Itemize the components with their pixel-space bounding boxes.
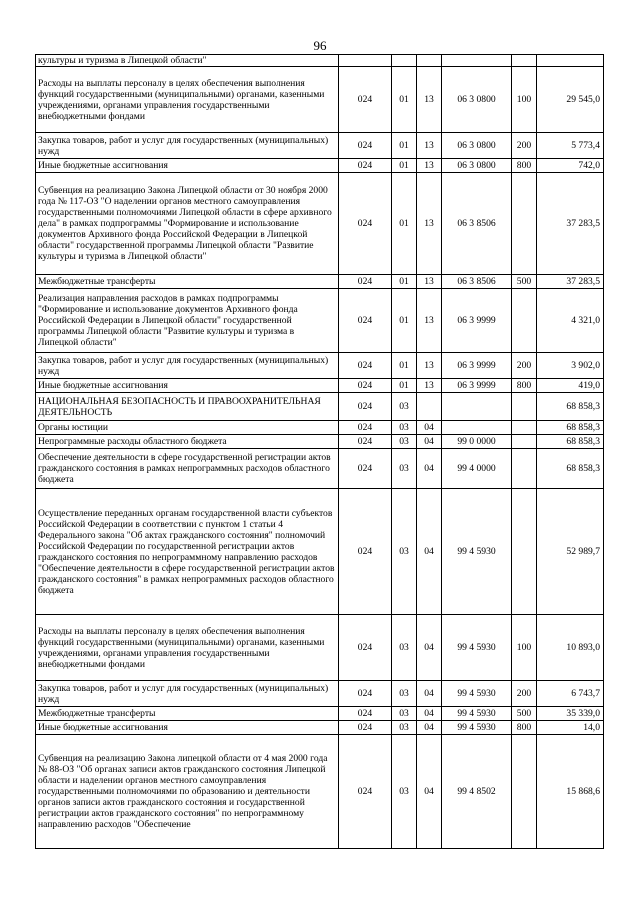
section-code: 03	[392, 681, 417, 707]
amount: 10 893,0	[537, 615, 604, 681]
target-code: 99 4 5930	[442, 721, 512, 735]
section-code: 03	[392, 721, 417, 735]
expense-code: 100	[512, 67, 537, 133]
table-row	[36, 67, 604, 133]
section-code: 01	[392, 133, 417, 159]
target-code: 99 4 5930	[442, 489, 512, 615]
expense-code	[512, 393, 537, 421]
amount: 68 858,3	[537, 435, 604, 449]
row-name: Субвенция на реализацию Закона липецкой области от 4 мая 2000 года № 88-ОЗ "Об органах записи актов гражданского состояния Липецкой области и наделении органов местного самоуправления государственными полномочиями по образованию и деятельности органов записи актов гражданского состояния и государственной регистрации актов гражданского состояния" по непрограммному направлению расходов "Обеспечение	[36, 735, 339, 849]
target-code: 99 4 5930	[442, 681, 512, 707]
expense-code: 200	[512, 133, 537, 159]
section-code: 03	[392, 421, 417, 435]
expense-code	[512, 435, 537, 449]
ministry-code: 024	[339, 133, 392, 159]
expense-code	[512, 735, 537, 849]
table-row	[36, 55, 604, 67]
subsection-code	[417, 55, 442, 67]
subsection-code: 04	[417, 435, 442, 449]
expense-code	[512, 173, 537, 275]
section-code: 03	[392, 393, 417, 421]
section-code: 01	[392, 159, 417, 173]
row-name: Непрограммные расходы областного бюджета	[36, 435, 339, 449]
subsection-code: 04	[417, 721, 442, 735]
table-row	[36, 721, 604, 735]
amount: 6 743,7	[537, 681, 604, 707]
ministry-code: 024	[339, 379, 392, 393]
table-row	[36, 421, 604, 435]
table-row	[36, 379, 604, 393]
budget-table	[35, 54, 604, 849]
ministry-code: 024	[339, 707, 392, 721]
table-row	[36, 707, 604, 721]
table-row	[36, 393, 604, 421]
expense-code	[512, 289, 537, 353]
amount: 68 858,3	[537, 449, 604, 489]
amount: 4 321,0	[537, 289, 604, 353]
table-row	[36, 173, 604, 275]
table-row	[36, 615, 604, 681]
table-row	[36, 449, 604, 489]
section-code: 01	[392, 275, 417, 289]
target-code: 06 3 8506	[442, 173, 512, 275]
row-name: культуры и туризма в Липецкой области"	[36, 55, 339, 67]
subsection-code	[417, 393, 442, 421]
ministry-code: 024	[339, 159, 392, 173]
amount: 68 858,3	[537, 393, 604, 421]
row-name: Закупка товаров, работ и услуг для государственных (муниципальных) нужд	[36, 133, 339, 159]
amount: 37 283,5	[537, 173, 604, 275]
target-code: 99 0 0000	[442, 435, 512, 449]
table-row	[36, 353, 604, 379]
expense-code: 200	[512, 681, 537, 707]
amount: 37 283,5	[537, 275, 604, 289]
row-name: Межбюджетные трансферты	[36, 275, 339, 289]
amount: 35 339,0	[537, 707, 604, 721]
table-row	[36, 275, 604, 289]
table-row	[36, 489, 604, 615]
section-code: 01	[392, 289, 417, 353]
row-name: НАЦИОНАЛЬНАЯ БЕЗОПАСНОСТЬ И ПРАВООХРАНИТЕЛЬНАЯ ДЕЯТЕЛЬНОСТЬ	[36, 393, 339, 421]
subsection-code: 04	[417, 489, 442, 615]
subsection-code: 13	[417, 353, 442, 379]
section-code: 03	[392, 435, 417, 449]
row-name: Закупка товаров, работ и услуг для государственных (муниципальных) нужд	[36, 353, 339, 379]
subsection-code: 13	[417, 275, 442, 289]
table-row	[36, 681, 604, 707]
section-code: 01	[392, 173, 417, 275]
section-code: 01	[392, 353, 417, 379]
subsection-code: 13	[417, 159, 442, 173]
target-code: 06 3 0800	[442, 67, 512, 133]
amount: 29 545,0	[537, 67, 604, 133]
subsection-code: 04	[417, 707, 442, 721]
expense-code: 500	[512, 275, 537, 289]
table-row	[36, 133, 604, 159]
ministry-code: 024	[339, 173, 392, 275]
row-name: Иные бюджетные ассигнования	[36, 721, 339, 735]
target-code: 06 3 0800	[442, 133, 512, 159]
subsection-code: 13	[417, 289, 442, 353]
ministry-code: 024	[339, 393, 392, 421]
amount: 14,0	[537, 721, 604, 735]
section-code: 03	[392, 615, 417, 681]
ministry-code: 024	[339, 681, 392, 707]
ministry-code: 024	[339, 289, 392, 353]
subsection-code: 13	[417, 173, 442, 275]
table-row	[36, 435, 604, 449]
target-code: 99 4 8502	[442, 735, 512, 849]
table-row	[36, 159, 604, 173]
section-code: 01	[392, 379, 417, 393]
ministry-code: 024	[339, 353, 392, 379]
expense-code	[512, 489, 537, 615]
target-code: 06 3 9999	[442, 379, 512, 393]
section-code: 01	[392, 67, 417, 133]
expense-code: 200	[512, 353, 537, 379]
row-name: Расходы на выплаты персоналу в целях обеспечения выполнения функций государственными (муниципальными) органами, казенными учреждениями, органами управления государственными внебюджетными фондами	[36, 615, 339, 681]
row-name: Межбюджетные трансферты	[36, 707, 339, 721]
row-name: Закупка товаров, работ и услуг для государственных (муниципальных) нужд	[36, 681, 339, 707]
row-name: Иные бюджетные ассигнования	[36, 159, 339, 173]
amount	[537, 55, 604, 67]
subsection-code: 04	[417, 615, 442, 681]
expense-code: 500	[512, 707, 537, 721]
subsection-code: 04	[417, 681, 442, 707]
row-name: Реализация направления расходов в рамках подпрограммы "Формирование и использование документов Архивного фонда Российской Федерации в Липецкой области" государственной программы Липецкой области "Развитие культуры и туризма в Липецкой области"	[36, 289, 339, 353]
ministry-code: 024	[339, 435, 392, 449]
row-name: Обеспечение деятельности в сфере государственной регистрации актов гражданского состояния в рамках непрограммных расходов областного бюджета	[36, 449, 339, 489]
amount: 5 773,4	[537, 133, 604, 159]
table-row	[36, 289, 604, 353]
section-code: 03	[392, 449, 417, 489]
amount: 742,0	[537, 159, 604, 173]
expense-code	[512, 55, 537, 67]
ministry-code: 024	[339, 67, 392, 133]
subsection-code: 04	[417, 449, 442, 489]
subsection-code: 13	[417, 379, 442, 393]
amount: 15 868,6	[537, 735, 604, 849]
expense-code: 800	[512, 721, 537, 735]
subsection-code: 13	[417, 133, 442, 159]
ministry-code: 024	[339, 489, 392, 615]
target-code: 06 3 9999	[442, 353, 512, 379]
ministry-code: 024	[339, 275, 392, 289]
expense-code	[512, 421, 537, 435]
ministry-code: 024	[339, 615, 392, 681]
target-code: 06 3 0800	[442, 159, 512, 173]
row-name: Субвенция на реализацию Закона Липецкой области от 30 ноября 2000 года № 117-ОЗ "О наделении органов местного самоуправления государственными полномочиями Липецкой области в сфере архивного дела" в рамках подпрограммы "Формирование и использование документов Архивного фонда Российской Федерации в Липецкой области" государственной программы Липецкой области "Развитие культуры и туризма в Липецкой области"	[36, 173, 339, 275]
subsection-code: 04	[417, 735, 442, 849]
target-code	[442, 393, 512, 421]
row-name: Расходы на выплаты персоналу в целях обеспечения выполнения функций государственными (муниципальными) органами, казенными учреждениями, органами управления государственными внебюджетными фондами	[36, 67, 339, 133]
expense-code: 800	[512, 379, 537, 393]
ministry-code: 024	[339, 721, 392, 735]
target-code: 99 4 5930	[442, 707, 512, 721]
amount: 3 902,0	[537, 353, 604, 379]
amount: 419,0	[537, 379, 604, 393]
ministry-code: 024	[339, 421, 392, 435]
ministry-code	[339, 55, 392, 67]
ministry-code: 024	[339, 449, 392, 489]
target-code: 06 3 9999	[442, 289, 512, 353]
section-code: 03	[392, 489, 417, 615]
amount: 68 858,3	[537, 421, 604, 435]
target-code: 99 4 5930	[442, 615, 512, 681]
amount: 52 989,7	[537, 489, 604, 615]
table-row	[36, 735, 604, 849]
subsection-code: 13	[417, 67, 442, 133]
section-code: 03	[392, 707, 417, 721]
target-code: 99 4 0000	[442, 449, 512, 489]
target-code: 06 3 8506	[442, 275, 512, 289]
subsection-code: 04	[417, 421, 442, 435]
target-code	[442, 421, 512, 435]
expense-code: 100	[512, 615, 537, 681]
section-code: 03	[392, 735, 417, 849]
row-name: Иные бюджетные ассигнования	[36, 379, 339, 393]
row-name: Органы юстиции	[36, 421, 339, 435]
row-name: Осуществление переданных органам государственной власти субъектов Российской Федерации в соответствии с пунктом 1 статьи 4 Федерального закона "Об актах гражданского состояния" полномочий Российской Федерации по государственной регистрации актов гражданского состояния по непрограммному направлению расходов "Обеспечение деятельности в сфере государственной регистрации актов гражданского состояния" в рамках непрограммных расходов областного бюджета	[36, 489, 339, 615]
page-number: 96	[313, 38, 327, 53]
ministry-code: 024	[339, 735, 392, 849]
expense-code	[512, 449, 537, 489]
section-code	[392, 55, 417, 67]
target-code	[442, 55, 512, 67]
expense-code: 800	[512, 159, 537, 173]
